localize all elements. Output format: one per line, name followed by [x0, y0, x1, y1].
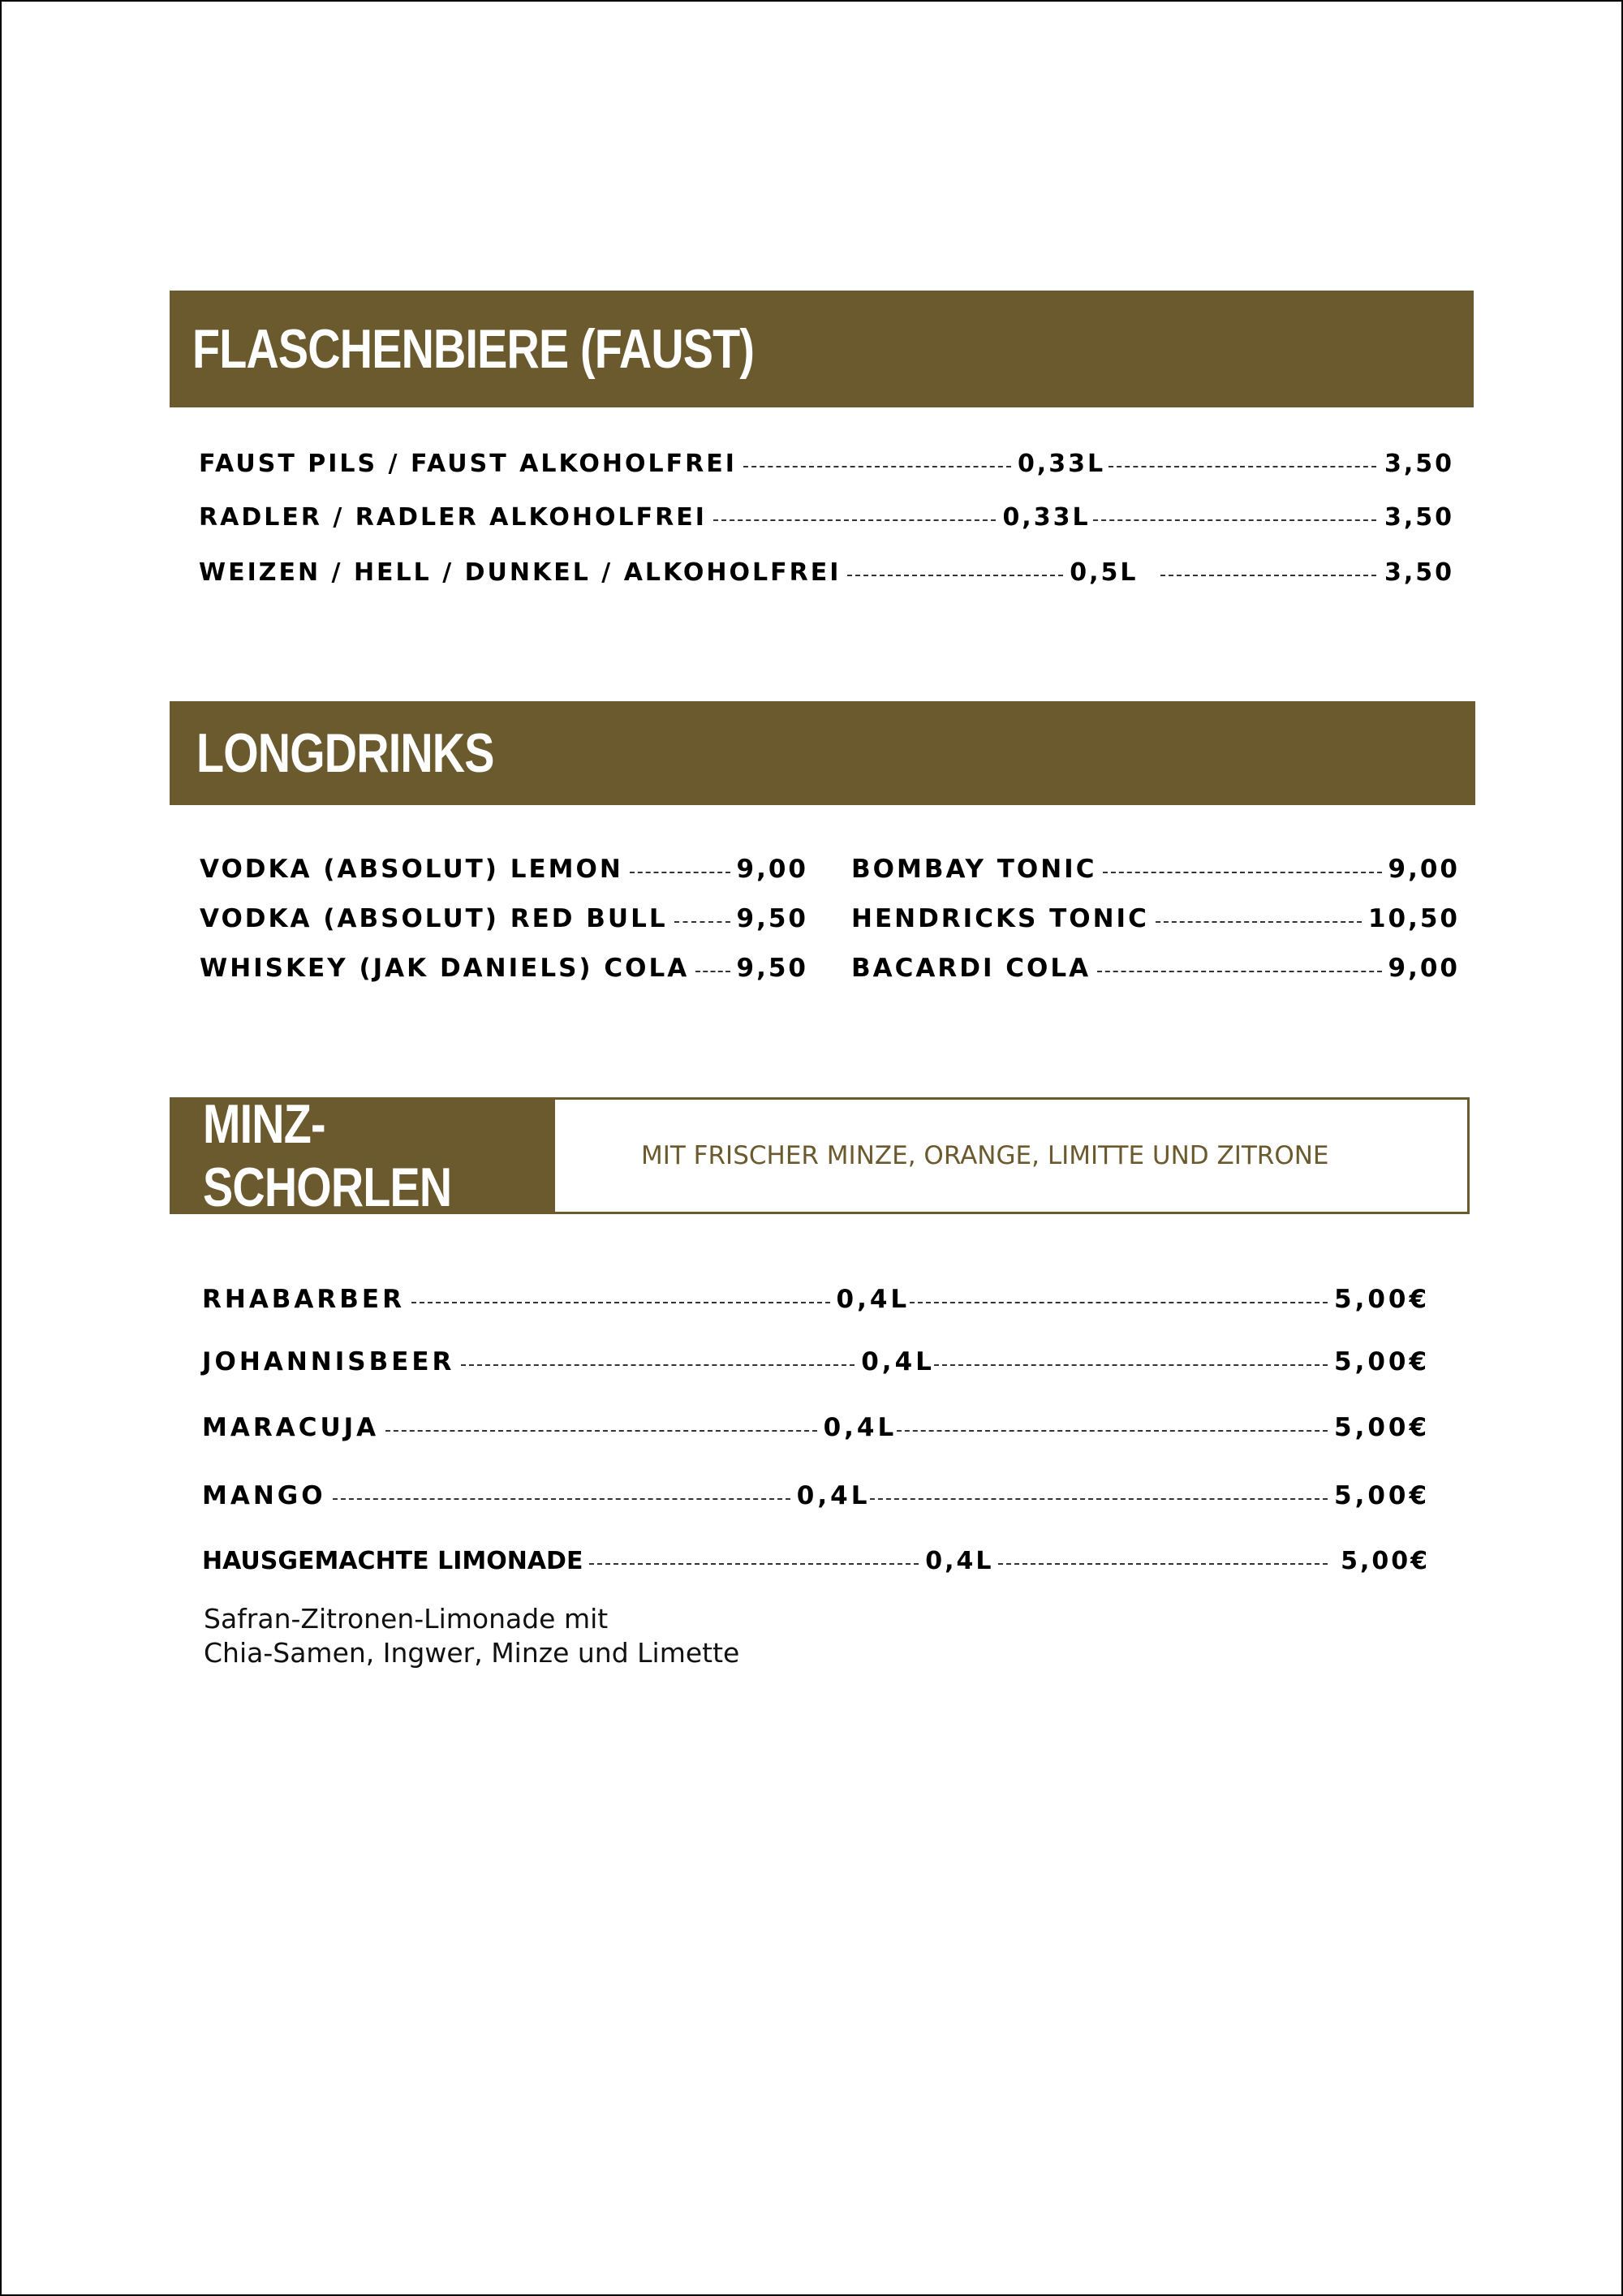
item-price: 5,00€: [1334, 1347, 1431, 1376]
item-price: 9,00: [736, 855, 808, 884]
item-description: [204, 1602, 739, 1670]
item-name: WHISKEY (JAK DANIELS) COLA: [200, 954, 690, 983]
item-price: 3,50: [1384, 450, 1454, 478]
dotted-leader: [1093, 519, 1376, 521]
dotted-leader: [1109, 466, 1376, 467]
description-line: Chia-Samen, Ingwer, Minze und Limette: [204, 1637, 740, 1669]
dotted-leader: [630, 872, 730, 873]
item-price: 9,00: [1388, 855, 1460, 884]
dotted-leader: [333, 1498, 790, 1500]
item-volume: 0,4L: [796, 1481, 871, 1510]
item-name: JOHANNISBEER: [202, 1347, 455, 1376]
item-volume: 0,5L: [1070, 558, 1139, 587]
menu-item: [200, 855, 808, 884]
section-subtitle-box: [553, 1097, 1470, 1214]
item-price: 9,50: [736, 904, 808, 933]
dotted-leader: [897, 1430, 1328, 1432]
dotted-leader: [1156, 921, 1362, 923]
menu-item: [202, 1285, 1430, 1314]
section-title: LONGDRINKS: [196, 722, 494, 784]
item-price: 5,00€: [1341, 1547, 1431, 1575]
dotted-leader: [934, 1364, 1328, 1366]
item-price: 5,00€: [1334, 1285, 1431, 1314]
menu-item: [851, 855, 1460, 884]
dotted-leader: [589, 1563, 919, 1565]
section-header-longdrinks: [170, 701, 1475, 805]
dotted-leader: [1097, 971, 1381, 972]
item-price: 3,50: [1384, 558, 1455, 587]
section-title: FLASCHENBIERE (FAUST): [192, 318, 755, 380]
menu-item: [202, 1413, 1430, 1442]
item-name: BACARDI COLA: [851, 954, 1091, 983]
item-price: 5,00€: [1334, 1413, 1431, 1442]
menu-item: [199, 558, 1454, 587]
dotted-leader: [695, 971, 730, 972]
description-line: Safran-Zitronen-Limonade mit: [204, 1603, 609, 1635]
menu-item: [851, 904, 1460, 933]
item-volume: 0,33L: [1002, 503, 1091, 532]
dotted-leader: [1160, 575, 1376, 576]
section-header-minz-schorlen: [170, 1093, 553, 1218]
section-header-flaschenbiere: [170, 291, 1474, 407]
item-volume: 0,4L: [925, 1547, 994, 1575]
item-name: HENDRICKS TONIC: [851, 904, 1149, 933]
item-price: 10,50: [1367, 904, 1460, 933]
item-name: FAUST PILS / FAUST ALKOHOLFREI: [199, 450, 737, 478]
item-volume: 0,4L: [836, 1285, 911, 1314]
menu-item: [851, 954, 1460, 983]
menu-item: [202, 1481, 1430, 1510]
menu-item: [202, 1347, 1430, 1376]
item-name: WEIZEN / HELL / DUNKEL / ALKOHOLFREI: [199, 558, 842, 587]
menu-item: [199, 450, 1454, 478]
dotted-leader: [998, 1563, 1328, 1565]
item-price: 9,00: [1388, 954, 1460, 983]
item-name: MANGO: [202, 1481, 326, 1510]
menu-item: [200, 954, 808, 983]
item-name: HAUSGEMACHTE LIMONADE: [202, 1547, 583, 1575]
item-volume: 0,4L: [823, 1413, 898, 1442]
item-name: VODKA (ABSOLUT) RED BULL: [200, 904, 668, 933]
menu-item: [199, 503, 1454, 532]
item-name: MARACUJA: [202, 1413, 380, 1442]
item-price: 3,50: [1384, 503, 1454, 532]
section-title: MINZ-SCHORLEN: [203, 1093, 452, 1218]
dotted-leader: [1103, 872, 1381, 873]
dotted-leader: [847, 575, 1063, 576]
item-volume: 0,33L: [1017, 450, 1106, 478]
item-name: BOMBAY TONIC: [851, 855, 1097, 884]
dotted-leader: [674, 921, 730, 923]
item-name: RHABARBER: [202, 1285, 405, 1314]
menu-item: [202, 1547, 1430, 1575]
dotted-leader: [910, 1302, 1328, 1303]
dotted-leader: [870, 1498, 1328, 1500]
item-price: 5,00€: [1334, 1481, 1431, 1510]
dotted-leader: [385, 1430, 816, 1432]
item-name: VODKA (ABSOLUT) LEMON: [200, 855, 623, 884]
item-name: RADLER / RADLER ALKOHOLFREI: [199, 503, 707, 532]
section-subtitle: MIT FRISCHER MINZE, ORANGE, LIMITTE UND ZITRONE: [641, 1141, 1329, 1170]
item-price: 9,50: [736, 954, 808, 983]
menu-item: [200, 904, 808, 933]
dotted-leader: [743, 466, 1011, 467]
dotted-leader: [713, 519, 997, 521]
dotted-leader: [411, 1302, 830, 1303]
item-volume: 0,4L: [861, 1347, 935, 1376]
dotted-leader: [461, 1364, 855, 1366]
